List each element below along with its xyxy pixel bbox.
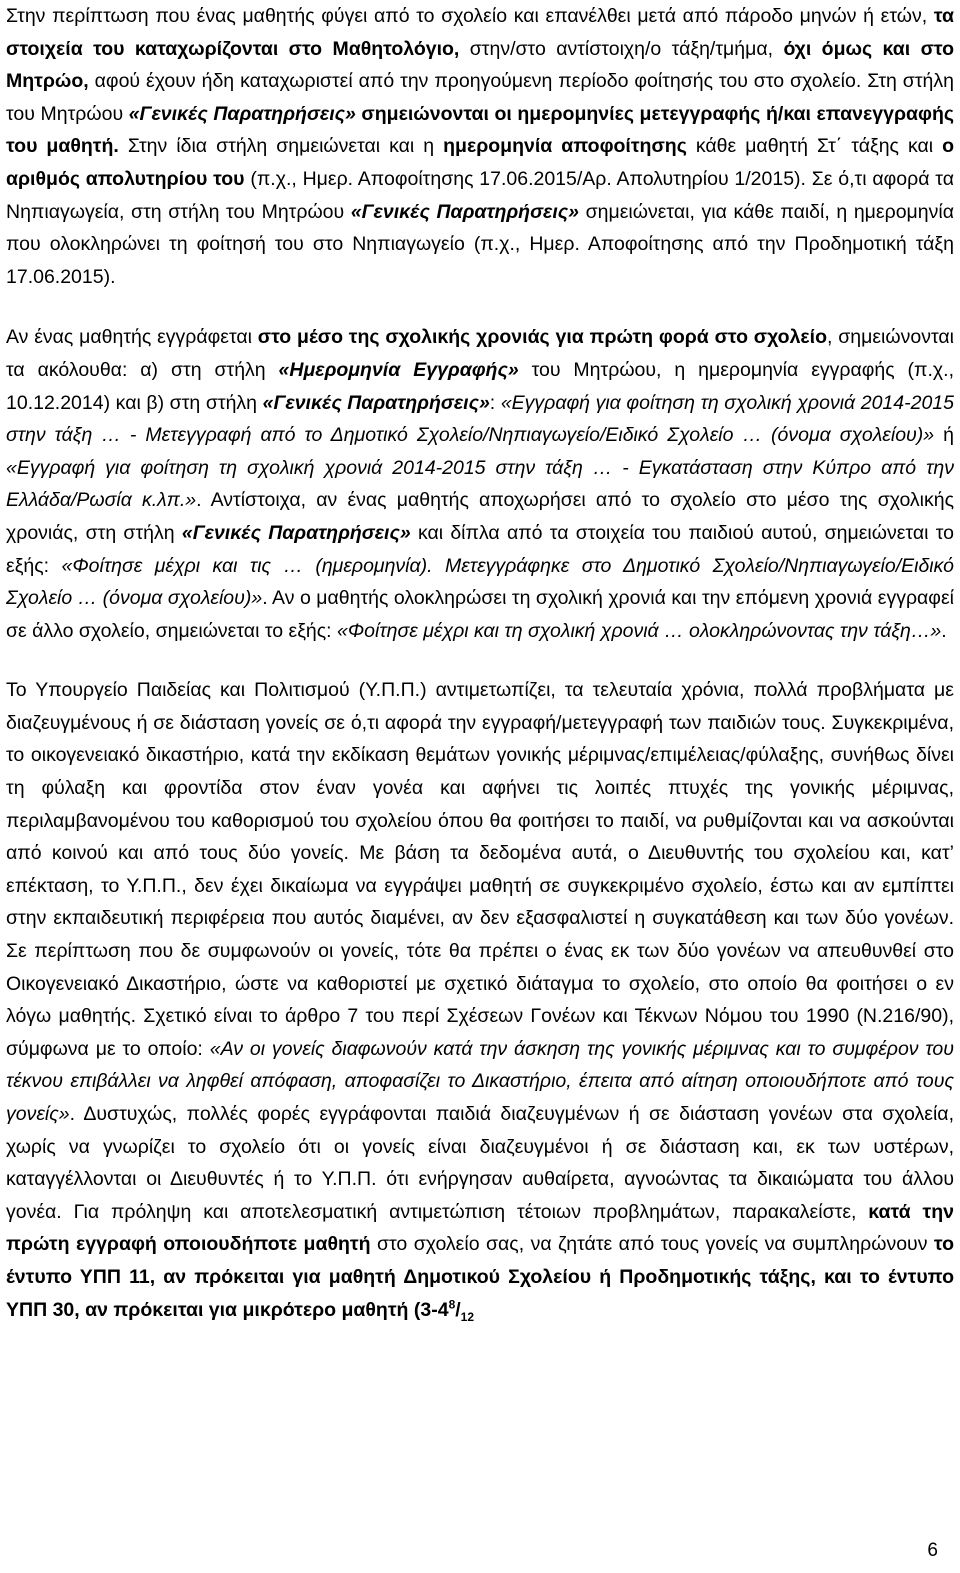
paragraph-1: [6, 0, 954, 293]
text-run: . Αν ο μαθητής ολοκληρώσει τη σχολική χρονιά και την επόμενη χρονιά εγγραφεί σε άλλο σχολείο, σημειώνεται το εξής:: [6, 587, 954, 642]
paragraph-3: [6, 674, 954, 1326]
text-run: σημειώνεται, για κάθε παιδί, η ημερομηνία που ολοκληρώνει τη φοίτησή του στο Νηπιαγωγείο (π.χ., Ημερ. Αποφοίτησης από την Προδημοτική τάξη 17.06.2015).: [6, 200, 954, 288]
text-run: κατά την πρώτη εγγραφή οποιουδήποτε μαθητή: [6, 1200, 954, 1256]
text-run: στην/στο αντίστοιχη/ο τάξη/τμήμα,: [459, 37, 784, 60]
text-run: Το Υπουργείο Παιδείας και Πολιτισμού (Υ.Π.Π.) αντιμετωπίζει, τα τελευταία χρόνια, πολλά προβλήματα με διαζευγμένους ή σε διάσταση γονείς σε ό,τι αφορά την εγγραφή/μετεγγραφή των παιδιών τους. Συγκεκριμένα, το οικογενειακό δικαστήριο, κατά την εκδίκαση θεμάτων γονικής μέριμνας/επιμέλειας/φύλαξης, συνήθως δίνει τη φύλαξη και φροντίδα στον έναν γονέα και αφήνει τις λοιπές πτυχές της γονικής μέριμνας, περιλαμβανομένου του καθορισμού του σχολείου όπου θα φοιτήσει το παιδί, να ρυθμίζονται και να ασκούνται από κοινού και από τους δύο γονείς. Με βάση τα δεδομένα αυτά, ο Διευθυντής του σχολείου και, κατ’ επέκταση, το Υ.Π.Π., δεν έχει δικαίωμα να εγγράψει μαθητή σε συγκεκριμένο σχολείο, έστω και αν εμπίπτει στην εκπαιδευτική περιφέρεια που αυτός διαμένει, αν δεν εξασφαλιστεί η συγκατάθεση και των δύο γονέων. Σε περίπτωση που δε συμφωνούν οι γονείς, τότε θα πρέπει ο ένας εκ των δύο γονέων να απευθυνθεί στο Οικογενειακό Δικαστήριο, ώστε να καθοριστεί με σχετικό διάταγμα το σχολείο, στο οποίο θα φοιτήσει ο εν λόγω μαθητής. Σχετικό είναι το άρθρο 7 του περί Σχέσεων Γονέων και Τέκνων Νόμου του 1990 (Ν.216/90), σύμφωνα με το οποίο:: [6, 679, 954, 1060]
text-run: (π.χ., Ημερ. Αποφοίτησης 17.06.2015/Αρ. Απολυτηρίου 1/2015). Σε ό,τι αφορά τα Νηπιαγωγεία, στη στήλη του Μητρώου: [6, 167, 954, 223]
text-run: «Φοίτησε μέχρι και τη σχολική χρονιά … ολοκληρώνοντας την τάξη…»: [337, 619, 942, 642]
text-run: «Εγγραφή για φοίτηση τη σχολική χρονιά 2014-2015 στην τάξη … - Μετεγγραφή από το Δημοτικό Σχολείο/Νηπιαγωγείο/Ειδικό Σχολείο … (όνομα σχολείου)»: [6, 391, 954, 447]
text-run: Στην ίδια στήλη σημειώνεται και η: [118, 135, 444, 158]
text-run: «Φοίτησε μέχρι και τις … (ημερομηνία). Μετεγγράφηκε στο Δημοτικό Σχολείο/Νηπιαγωγείο/Ειδικό Σχολείο … (όνομα σχολείου)»: [6, 554, 954, 610]
text-run: Στην περίπτωση που ένας μαθητής φύγει από το σχολείο και επανέλθει μετά από πάροδο μηνών ή ετών,: [6, 5, 934, 27]
document-page: [6, 0, 954, 1326]
text-run: σημειώνονται οι ημερομηνίες μετεγγραφής ή/και επανεγγραφής του μαθητή.: [6, 102, 955, 158]
text-run: «Αν οι γονείς διαφωνούν κατά την άσκηση της γονικής μέριμνας και το συμφέρον του τέκνου επιβάλλει να ληφθεί απόφαση, αποφασίζει το Δικαστήριο, έπειτα από αίτηση οποιουδήποτε από τους γονείς»: [6, 1037, 954, 1125]
text-run: .: [941, 619, 947, 642]
text-run: όχι όμως και στο Μητρώο,: [6, 37, 954, 93]
text-run: το έντυπο ΥΠΠ 11, αν πρόκειται για μαθητή Δημοτικού Σχολείου ή Προδημοτικής τάξης, και το έντυπο ΥΠΠ 30, αν πρόκειται για μικρότερο μαθητή (3-4: [6, 1233, 954, 1321]
text-run: και δίπλα από τα στοιχεία του παιδιού αυτού, σημειώνεται το εξής:: [6, 521, 954, 577]
text-run: ημερομηνία αποφοίτησης: [443, 135, 687, 158]
text-run: «Εγγραφή για φοίτηση τη σχολική χρονιά 2014-2015 στην τάξη … - Εγκατάσταση στην Κύπρο από την Ελλάδα/Ρωσία κ.λπ.»: [6, 456, 954, 512]
text-run: «Γενικές Παρατηρήσεις»: [350, 200, 579, 223]
text-run: ο αριθμός απολυτηρίου του: [6, 135, 955, 190]
text-run: κάθε μαθητή Στ΄ τάξης και: [686, 135, 943, 158]
text-run: 12: [460, 1309, 475, 1324]
paragraph-2: [6, 321, 954, 647]
text-run: στο μέσο της σχολικής χρονιάς για πρώτη φορά στο σχολείο: [257, 326, 828, 349]
text-run: «Γενικές Παρατηρήσεις»: [181, 521, 411, 544]
text-run: τα στοιχεία του καταχωρίζονται στο Μαθητολόγιο,: [6, 5, 954, 60]
text-run: «Ημερομηνία Εγγραφής»: [278, 358, 519, 381]
text-run: . Δυστυχώς, πολλές φορές εγγράφονται παιδιά διαζευγμένων ή σε διάσταση γονέων στα σχολεία, χωρίς να γνωρίζει το σχολείο ότι οι γονείς είναι διαζευγμένοι ή σε διάσταση και, εκ των υστέρων, καταγγέλλονται οι Διευθυντές ή το Υ.Π.Π. ότι ενήργησαν αυθαίρετα, αγνοώντας τα δικαιώματα του άλλου γονέα. Για πρόληψη και αποτελεσματική αντιμετώπιση τέτοιων προβλημάτων, παρακαλείστε,: [6, 1103, 954, 1223]
page-number: 6: [927, 1540, 938, 1561]
text-run: του Μητρώου, η ημερομηνία εγγραφής (π.χ., 10.12.2014) και β) στη στήλη: [6, 358, 954, 414]
text-run: 8: [448, 1297, 456, 1312]
text-run: , σημειώνονται τα ακόλουθα: α) στη στήλη: [6, 326, 954, 381]
text-run: ή: [934, 424, 954, 447]
text-run: στο σχολείο σας, να ζητάτε από τους γονείς να συμπληρώνουν: [370, 1233, 934, 1256]
text-run: «Γενικές Παρατηρήσεις»: [262, 391, 490, 414]
text-run: Αν ένας μαθητής εγγράφεται: [6, 326, 258, 349]
text-run: «Γενικές Παρατηρήσεις»: [128, 102, 356, 125]
text-run: /: [455, 1298, 461, 1321]
text-run: :: [489, 391, 501, 414]
text-run: αφού έχουν ήδη καταχωριστεί από την προηγούμενη περίοδο φοίτησής του στο σχολείο. Στη στήλη του Μητρώου: [6, 70, 954, 125]
text-run: . Αντίστοιχα, αν ένας μαθητής αποχωρήσει από το σχολείο στο μέσο της σχολικής χρονιάς, στη στήλη: [6, 489, 954, 544]
